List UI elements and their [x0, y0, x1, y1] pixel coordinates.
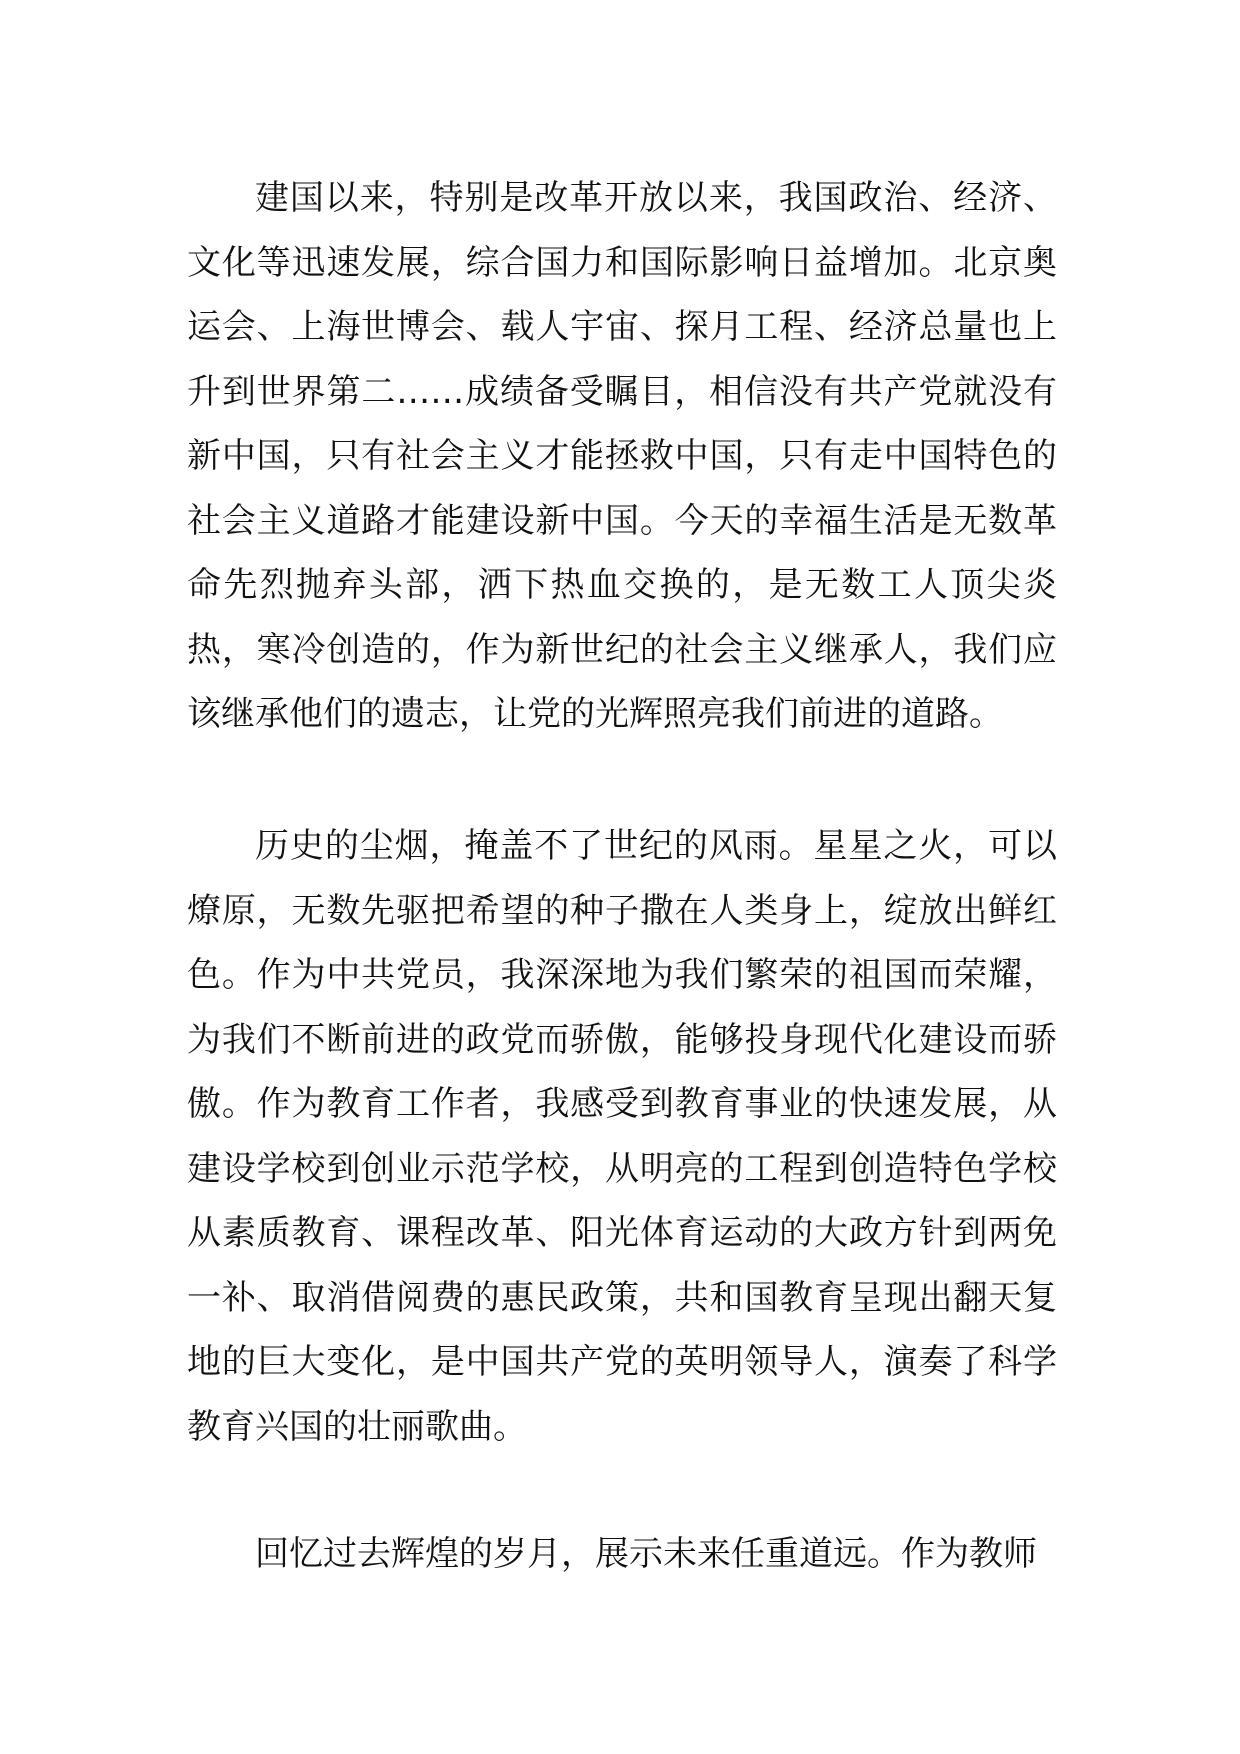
paragraph-3: [187, 1522, 1057, 1587]
paragraph-text: 建国以来，特别是改革开放以来，我国政治、经济、文化等迅速发展，综合国力和国际影响日益增加。北京奥运会、上海世博会、载人宇宙、探月工程、经济总量也上升到世界第二……成绩备受瞩目，相信没有共产党就没有新中国，只有社会主义才能拯救中国，只有走中国特色的社会主义道路才能建设新中国。今天的幸福生活是无数革命先烈抛弃头部，洒下热血交换的，是无数工人顶尖炎热，寒冷创造的，作为新世纪的社会主义继承人，我们应该继承他们的遗志，让党的光辉照亮我们前进的道路。: [187, 178, 1057, 734]
paragraph-1: [187, 166, 1057, 747]
paragraph-2: [187, 814, 1057, 1459]
paragraph-text: 历史的尘烟，掩盖不了世纪的风雨。星星之火，可以燎原，无数先驱把希望的种子撒在人类身上，绽放出鲜红色。作为中共党员，我深深地为我们繁荣的祖国而荣耀，为我们不断前进的政党而骄傲，能够投身现代化建设而骄傲。作为教育工作者，我感受到教育事业的快速发展，从建设学校到创业示范学校，从明亮的工程到创造特色学校从素质教育、课程改革、阳光体育运动的大政方针到两免一补、取消借阅费的惠民政策，共和国教育呈现出翻天复地的巨大变化，是中国共产党的英明领导人，演奏了科学教育兴国的壮丽歌曲。: [187, 826, 1057, 1447]
paragraph-text: 回忆过去辉煌的岁月，展示未来任重道远。作为教师: [255, 1534, 1037, 1574]
